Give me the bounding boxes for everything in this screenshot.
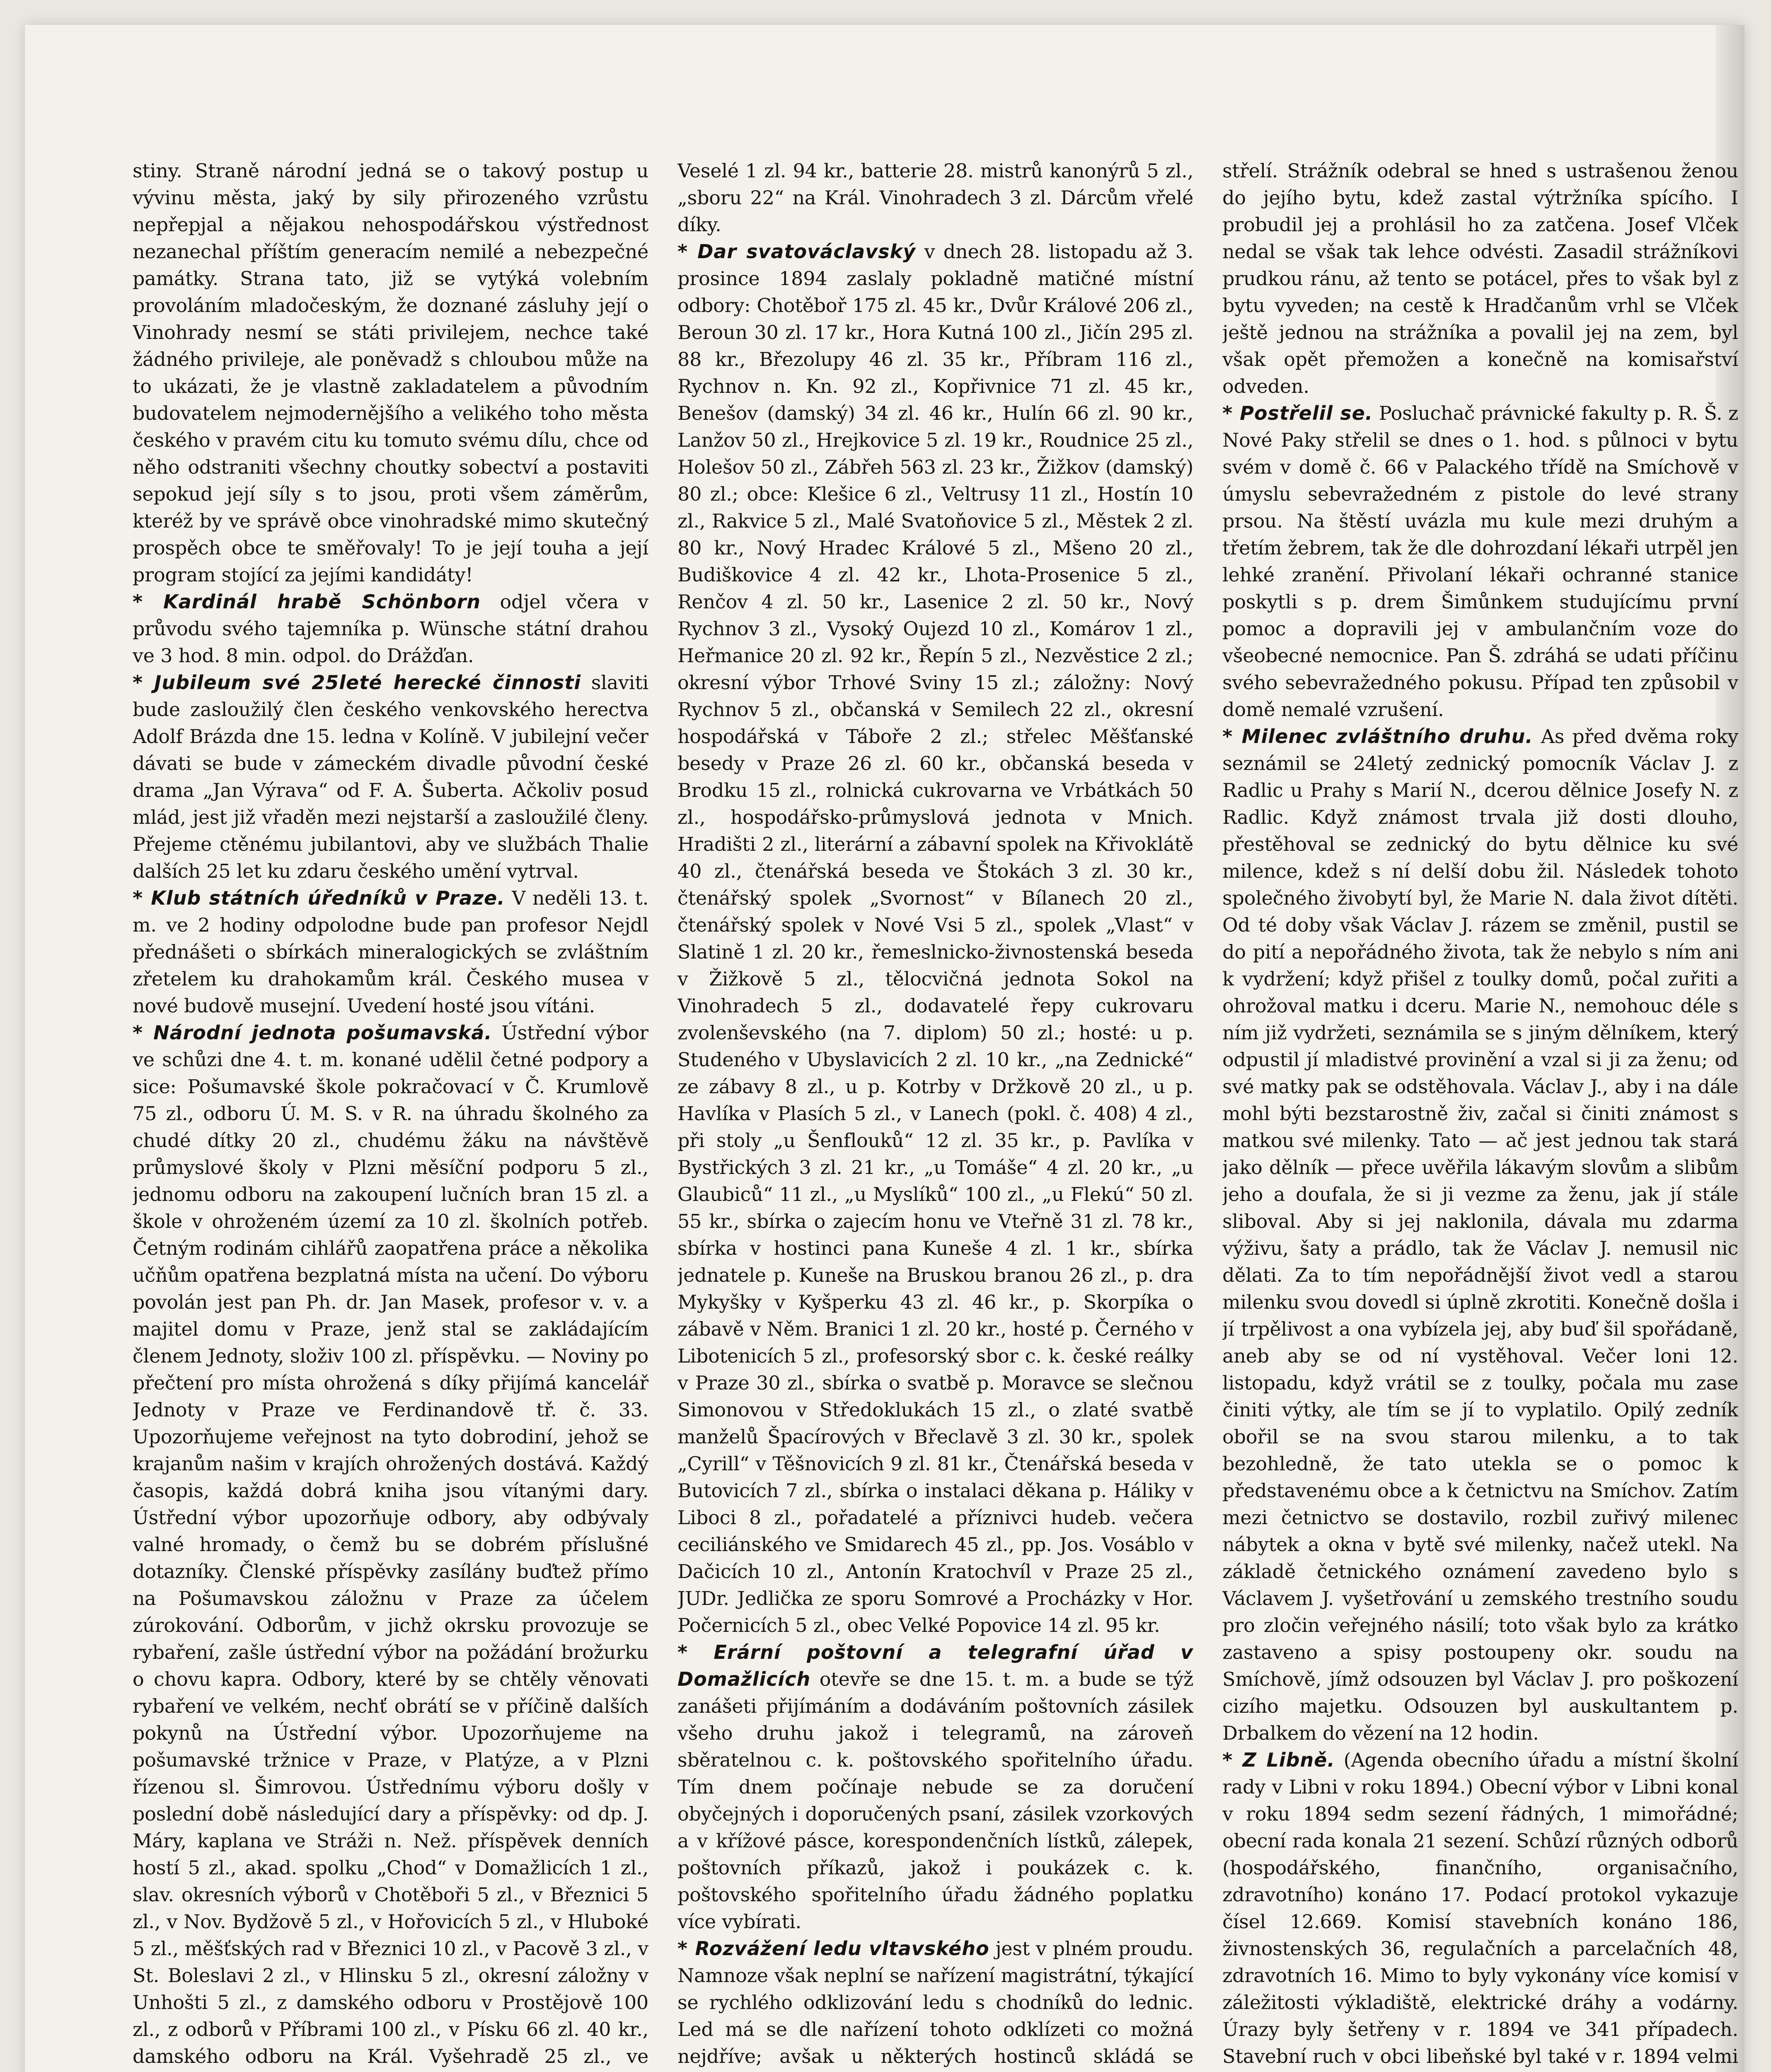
news-item <box>133 669 648 885</box>
news-body: v dnech 28. listopadu až 3. prosince 1894 zaslaly pokladně matičné místní odbory: Chotěboř 175 zl. 45 kr., Dvůr Králové 206 zl., Beroun 30 zl. 17 kr., Hora Kutná 100 zl., Jičín 295 zl. 88 kr., Březolupy 46 zl. 35 kr., Příbram 116 zl., Rychnov n. Kn. 92 zl., Kopřivnice 71 zl. 45 kr., Benešov (damský) 34 zl. 46 kr., Hulín 66 zl. 90 kr., Lanžov 50 zl., Hrejkovice 5 zl. 19 kr., Roudnice 25 zl., Holešov 50 zl., Zábřeh 563 zl. 23 kr., Žižkov (damský) 80 zl.; obce: Klešice 6 zl., Veltrusy 11 zl., Hostín 10 zl., Rakvice 5 zl., Malé Svatoňovice 5 zl., Městek 2 zl. 80 kr., Nový Hradec Králové 5 zl., Mšeno 20 zl., Budiškovice 4 zl. 42 kr., Lhota-Prosenice 5 zl., Renčov 4 zl. 50 kr., Lasenice 2 zl. 50 kr., Nový Rychnov 3 zl., Vysoký Oujezd 10 zl., Komárov 1 zl., Heřmanice 20 zl. 92 kr., Řepín 5 zl., Nezvěstice 2 zl.; okresní výbor Trhové Sviny 15 zl.; záložny: Nový Rychnov 5 zl., občanská v Semilech 22 zl., okresní hospodářská v Táboře 2 zl.; střelec Měšťanské besedy v Praze 26 zl. 60 kr., občanská beseda v Brodku 15 zl., rolnická cukrovarna ve Vrbátkách 50 zl., hospodářsko-průmyslová jednota v Mnich. Hradišti 2 zl., literární a zábavní spolek na Křivoklátě 40 zl., čtenářská beseda ve Štokách 3 zl. 30 kr., čtenářský spolek „Svornost“ v Bílanech 20 zl., čtenářský spolek v Nové Vsi 5 zl., spolek „Vlast“ v Slatině 1 zl. 20 kr., řemeslnicko-živnostenská beseda v Žižkově 5 zl., tělocvičná jednota Sokol na Vinohradech 5 zl., dodavatelé řepy cukrovaru zvolenševského (na 7. diplom) 50 zl.; hosté: u p. Studeného v Ubyslavicích 2 zl. 10 kr., „na Zednické“ ze zábavy 8 zl., u p. Kotrby v Držkově 20 zl., u p. Havlíka v Plasích 5 zl., v Lanech (pokl. č. 408) 4 zl., při stoly „u Šenflouků“ 12 zl. 35 kr., p. Pavlíka v Bystřických 3 zl. 21 kr., „u Tomáše“ 4 zl. 20 kr., „u Glaubiců“ 11 zl., „u Myslíků“ 100 zl., „u Flekú“ 50 zl. 55 kr., sbírka o zajecím honu ve Vteřně 31 zl. 78 kr., sbírka v hostinci pana Kuneše 4 zl. 1 kr., sbírka jednatele p. Kuneše na Bruskou branou 26 zl., p. dra Mykyšky v Kyšperku 43 zl. 46 kr., p. Skorpíka o zábavě v Něm. Branici 1 zl. 20 kr., hosté p. Černého v Libotenicích 5 zl., profesorský sbor c. k. české reálky v Praze 30 zl., sbírka o svatbě p. Moravce se slečnou Simonovou v Středoklukách 15 zl., o zlaté svatbě manželů Špacírových v Břeclavě 3 zl. 30 kr., spolek „Cyrill“ v Těšnovicích 9 zl. 81 kr., Čtenářská beseda v Butovicích 7 zl., sbírka o instalaci děkana p. Háliky v Liboci 8 zl., pořadatelé a příznivci hudeb. večera ceciliánského ve Smidarech 45 zl., pp. Jos. Vosáblo v Dačicích 10 zl., Antonín Kratochvíl v Praze 25 zl., JUDr. Jedlička ze sporu Somrové a Procházky v Hor. Počernicích 5 zl., obec Velké Popovice 14 zl. 95 kr. <box>677 240 1193 1636</box>
news-heading: * Z Libně. <box>1222 1749 1335 1771</box>
news-heading: * Rozvážení ledu vltavského <box>677 1937 990 1960</box>
news-body: V neděli 13. t. m. ve 2 hodiny odpolodne bude pan profesor Nejdl přednášeti o sbírkách mineralogických se zvláštním zřetelem ku drahokamům král. Českého musea v nové budově musejní. Uvedení hosté jsou vítáni. <box>133 887 648 1017</box>
news-item <box>1222 400 1738 723</box>
news-body: slaviti bude zasloužilý člen českého venkovského herectva Adolf Brázda dne 15. ledna v Kolíně. V jubilejní večer dávati se bude v zámeckém divadle původní české drama „Jan Výrava“ od F. A. Šuberta. Ačkoliv posud mlád, jest již vřaděn mezi nejstarší a zasloužilé členy. Přejeme ctěnému jubilantovi, aby ve službách Thalie dalších 25 let ku zdaru českého umění vytrval. <box>133 671 648 882</box>
news-item <box>133 588 648 669</box>
article-paragraph: střelí. Strážník odebral se hned s ustrašenou ženou do jejího bytu, kdež zastal výtržníka spícího. I probudil jej a prohlásil ho za zatčena. Josef Vlček nedal se však tak lehce odvésti. Zasadil strážníkovi prudkou ránu, až tento se potácel, přes to však byl z bytu vyveden; na cestě k Hradčanům vrhl se Vlček ještě jednou na strážníka a povalil jej na zem, byl však opět přemožen a konečně na komisařství odveden. <box>1222 160 1738 397</box>
news-heading: * Erární poštovní a telegrafní úřad v Domažlicích <box>677 1641 1193 1690</box>
news-heading: * Dar svatováclavský <box>677 240 916 263</box>
news-heading: * Milenec zvláštního druhu. <box>1222 725 1533 748</box>
news-body: jest v plném proudu. Namnoze však neplní se nařízení magistrátní, týkající se rychlého odklizování ledu s chodníků do lednic. Led má se dle nařízení tohoto odklízeti co možná nejdříve; avšak u některých hostinců skládá se <box>677 1937 1193 2067</box>
news-item <box>1222 723 1738 1747</box>
news-item <box>677 1639 1193 1935</box>
news-body: odjel včera v průvodu svého tajemníka p. Wünsche státní drahou ve 3 hod. 8 min. odpol. do Drážďan. <box>133 591 648 667</box>
column-right <box>1222 157 1738 2072</box>
newspaper-page <box>25 25 1744 2072</box>
news-body: Posluchač právnické fakulty p. R. Š. z Nové Paky střelil se dnes o 1. hod. s půlnoci v bytu svém v domě č. 66 v Palackého třídě na Smíchově v úmyslu sebevražedném z pistole do levé strany prsou. Na štěstí uvázla mu kule mezi druhým a třetím žebrem, tak že dle dohrozdaní lékaři utrpěl jen lehké zranění. Přivolaní lékaři ochranné stanice poskytli s p. drem Šimůnkem studujícímu první pomoc a dopravili jej v ambulančním voze do všeobecné nemocnice. Pan Š. zdráhá se udati příčinu svého sebevražedného pokusu. Případ ten způsobil v domě nemalé vzrušení. <box>1222 402 1738 721</box>
news-heading: * Jubileum své 25leté herecké činnosti <box>133 671 581 694</box>
news-item <box>1222 1747 1738 2072</box>
news-body: Ústřední výbor ve schůzi dne 4. t. m. konané udělil četné podpory a sice: Pošumavské škole pokračovací v Č. Krumlově 75 zl., odboru Ú. M. S. v R. na úhradu školného za chudé dítky 20 zl., chudému žáku na návštěvě průmyslové školy v Plzni měsíční podporu 5 zl., jednomu odboru na zakoupení lučních bran 15 zl. a škole v ohroženém území za 10 zl. školních potřeb. Četným rodinám cihlářů zaopatřena práce a několika učňům opatřena bezplatná místa na učení. Do výboru povolán jest pan Ph. dr. Jan Masek, profesor v. v. a majitel domu v Praze, jenž stal se zakládajícím členem Jednoty, složiv 100 zl. příspěvku. — Noviny po přečtení pro místa ohrožená s díky přijímá kancelář Jednoty v Praze ve Ferdinandově tř. č. 33. Upozorňujeme veřejnost na tyto dobrodiní, jehož se krajanům našim v krajích ohrožených dostává. Každý časopis, každá dobrá kniha jsou vítanými dary. Ústřední výbor upozorňuje odbory, aby odbývaly valné hromady, o čemž bu se dobrém příslušné dotazníky. Členské příspěvky zasílány buďtež přímo na Pošumavskou záložnu v Praze za účelem zúrokování. Odborům, v jichž okrsku provozuje se rybaření, zašle ústřední výbor na požádání brožurku o chovu kapra. Odbory, které by se chtěly věnovati rybaření ve velkém, nechť obrátí se v příčině dalších pokynů na Ústřední výbor. Upozorňujeme na pošumavské tržnice v Praze, v Platýze, a v Plzni řízenou sl. Šimrovou. Ústřednímu výboru došly v poslední době následující dary a příspěvky: od dp. J. Máry, kaplana ve Stráži n. Než. příspěvek denních hostí 5 zl., akad. spolku „Chod“ v Domažlicích 1 zl., slav. okresních výborů v Chotěboři 5 zl., v Březnici 5 zl., v Nov. Bydžově 5 zl., v Hořovicích 5 zl., v Hluboké 5 zl., měšťských rad v Březnici 10 zl., v Pacově 3 zl., v St. Boleslavi 2 zl., v Hlinsku 5 zl., okresní záložny v Unhošti 5 zl., z damského odboru v Prostějově 100 zl., z odborů v Příbrami 100 zl., v Písku 66 zl. 40 kr., damského odboru na Král. Vyšehradě 25 zl., ve <box>133 1021 648 2067</box>
news-heading: * Postřelil se. <box>1222 402 1373 424</box>
news-item <box>677 1935 1193 2072</box>
news-body: otevře se dne 15. t. m. a bude se týž zanášeti přijímáním a dodáváním poštovních zásilek všeho druhu jakož i telegramů, na zároveň sběratelnou c. k. poštovského spořitelního úřadu. Tím dnem počínaje nebude se za doručení obyčejných i doporučených psaní, zásilek vzorkových a v křížové pásce, korespondenčních lístků, zálepek, poštovních příkazů, jakož i poukázek c. k. poštovského spořitelního úřadu žádného poplatku více vybírati. <box>677 1668 1193 1933</box>
article-paragraph: Veselé 1 zl. 94 kr., batterie 28. mistrů kanonýrů 5 zl., „sboru 22“ na Král. Vinohradech 3 zl. Dárcům vřelé díky. <box>677 160 1193 236</box>
article-paragraph: stiny. Straně národní jedná se o takový postup u vývinu města, jaký by sily přirozeného vzrůstu nepřepjal a nějakou nehospodářskou výstřednost nezanechal příštím generacím nemilé a nebezpečné památky. Strana tato, již se vytýká volebním provoláním mladočeským, že doznané zásluhy její o Vinohrady nesmí se státi privilejem, nechce také žádného privileje, ale poněvadž s chloubou může na to ukázati, že je vlastně zakladatelem a původním budovatelem nejmodernějšího a velikého toho města českého v pravém citu ku tomuto svému dílu, chce od něho odstraniti všechny choutky sobectví a postaviti sepokud její síly s to jsou, proti všem záměrům, kteréž by ve správě obce vinohradské mimo skutečný prospěch obce te směřovaly! To je její touha a její program stojící za jejími kandidáty! <box>133 160 648 586</box>
news-body: (Agenda obecního úřadu a místní školní rady v Libni v roku 1894.) Obecní výbor v Libni konal v roku 1894 sedm sezení řádných, 1 mimořádné; obecní rada konala 21 sezení. Schůzí různých odborů (hospodářského, finančního, organisačního, zdravotního) konáno 17. Podací protokol vykazuje čísel 12.669. Komisí stavebních konáno 186, živnostenských 36, regulačních a parcelačních 48, zdravotních 16. Mimo to byly vykonány více komisí v záležitosti výkladiště, elektrické dráhy a vodárny. Úrazy byly šetřeny v r. 1894 ve 341 případech. Stavební ruch v obci libeňské byl také v r. 1894 velmi <box>1222 1749 1738 2067</box>
news-heading: * Národní jednota pošumavská. <box>133 1021 492 1044</box>
news-item <box>133 1019 648 2072</box>
news-body: As před dvěma roky seznámil se 24letý zednický pomocník Václav J. z Radlic u Prahy s Marií N., dcerou dělnice Josefy N. z Radlic. Když známost trvala již dosti dlouho, přestěhoval se zednický do bytu dělnice ku své milence, kdež s ní delší dobu žil. Následek tohoto společného živobytí byl, že Marie N. dala život dítěti. Od té doby však Václav J. rázem se změnil, pustil se do pití a nepořádného života, tak že nebylo s ním ani k vydržení; když přišel z toulky domů, počal zuřiti a ohrožoval matku i dceru. Marie N., nemohouc déle s ním již vydržeti, seznámila se s jiným dělníkem, který odpustil jí mladistvé provinění a vzal si ji za ženu; od své matky pak se odstěhovala. Václav J., aby i na dále mohl býti bezstarostně živ, začal si činiti známost s matkou své milenky. Tato — ač jest jednou tak stará jako dělník — přece uvěřila lákavým slovům a slibům jeho a doufala, že si ji vezme za ženu, jak jí stále sliboval. Aby si jej naklonila, dávala mu zdarma výživu, šaty a prádlo, tak že Václav J. nemusil nic dělati. Za to tím nepořádnější život vedl a starou milenku svou dovedl si úplně zkrotiti. Konečně došla i jí trpělivost a ona vybízela jej, aby buď šil spořádaně, aneb aby se od ní vystěhoval. Večer loni 12. listopadu, když vrátil se z toulky, počala mu zase činiti výtky, ale tím se jí to vyplatilo. Opilý zedník obořil se na svou starou milenku, a to tak bezohledně, že tato utekla se o pomoc k představenému obce a k četnictvu na Smíchov. Zatím mezi četnictvo se dostavilo, rozbil zuřivý milenec nábytek a okna v bytě své milenky, načež utekl. Na základě četnického oznámení zavedeno bylo s Václavem J. vyšetřování u zemského trestního soudu pro zločin veřejného násilí; toto však bylo za krátko zastaveno a spisy postoupeny okr. soudu na Smíchově, jímž odsouzen byl Václav J. pro poškození cizího majetku. Odsouzen byl auskultantem p. Drbalkem do vězení na 12 hodin. <box>1222 725 1738 1744</box>
column-middle <box>677 157 1193 2072</box>
news-item <box>677 238 1193 1639</box>
news-item <box>133 885 648 1019</box>
news-heading: * Kardinál hrabě Schönborn <box>133 591 481 613</box>
column-left <box>133 157 648 2072</box>
news-heading: * Klub státních úředníků v Praze. <box>133 887 505 909</box>
